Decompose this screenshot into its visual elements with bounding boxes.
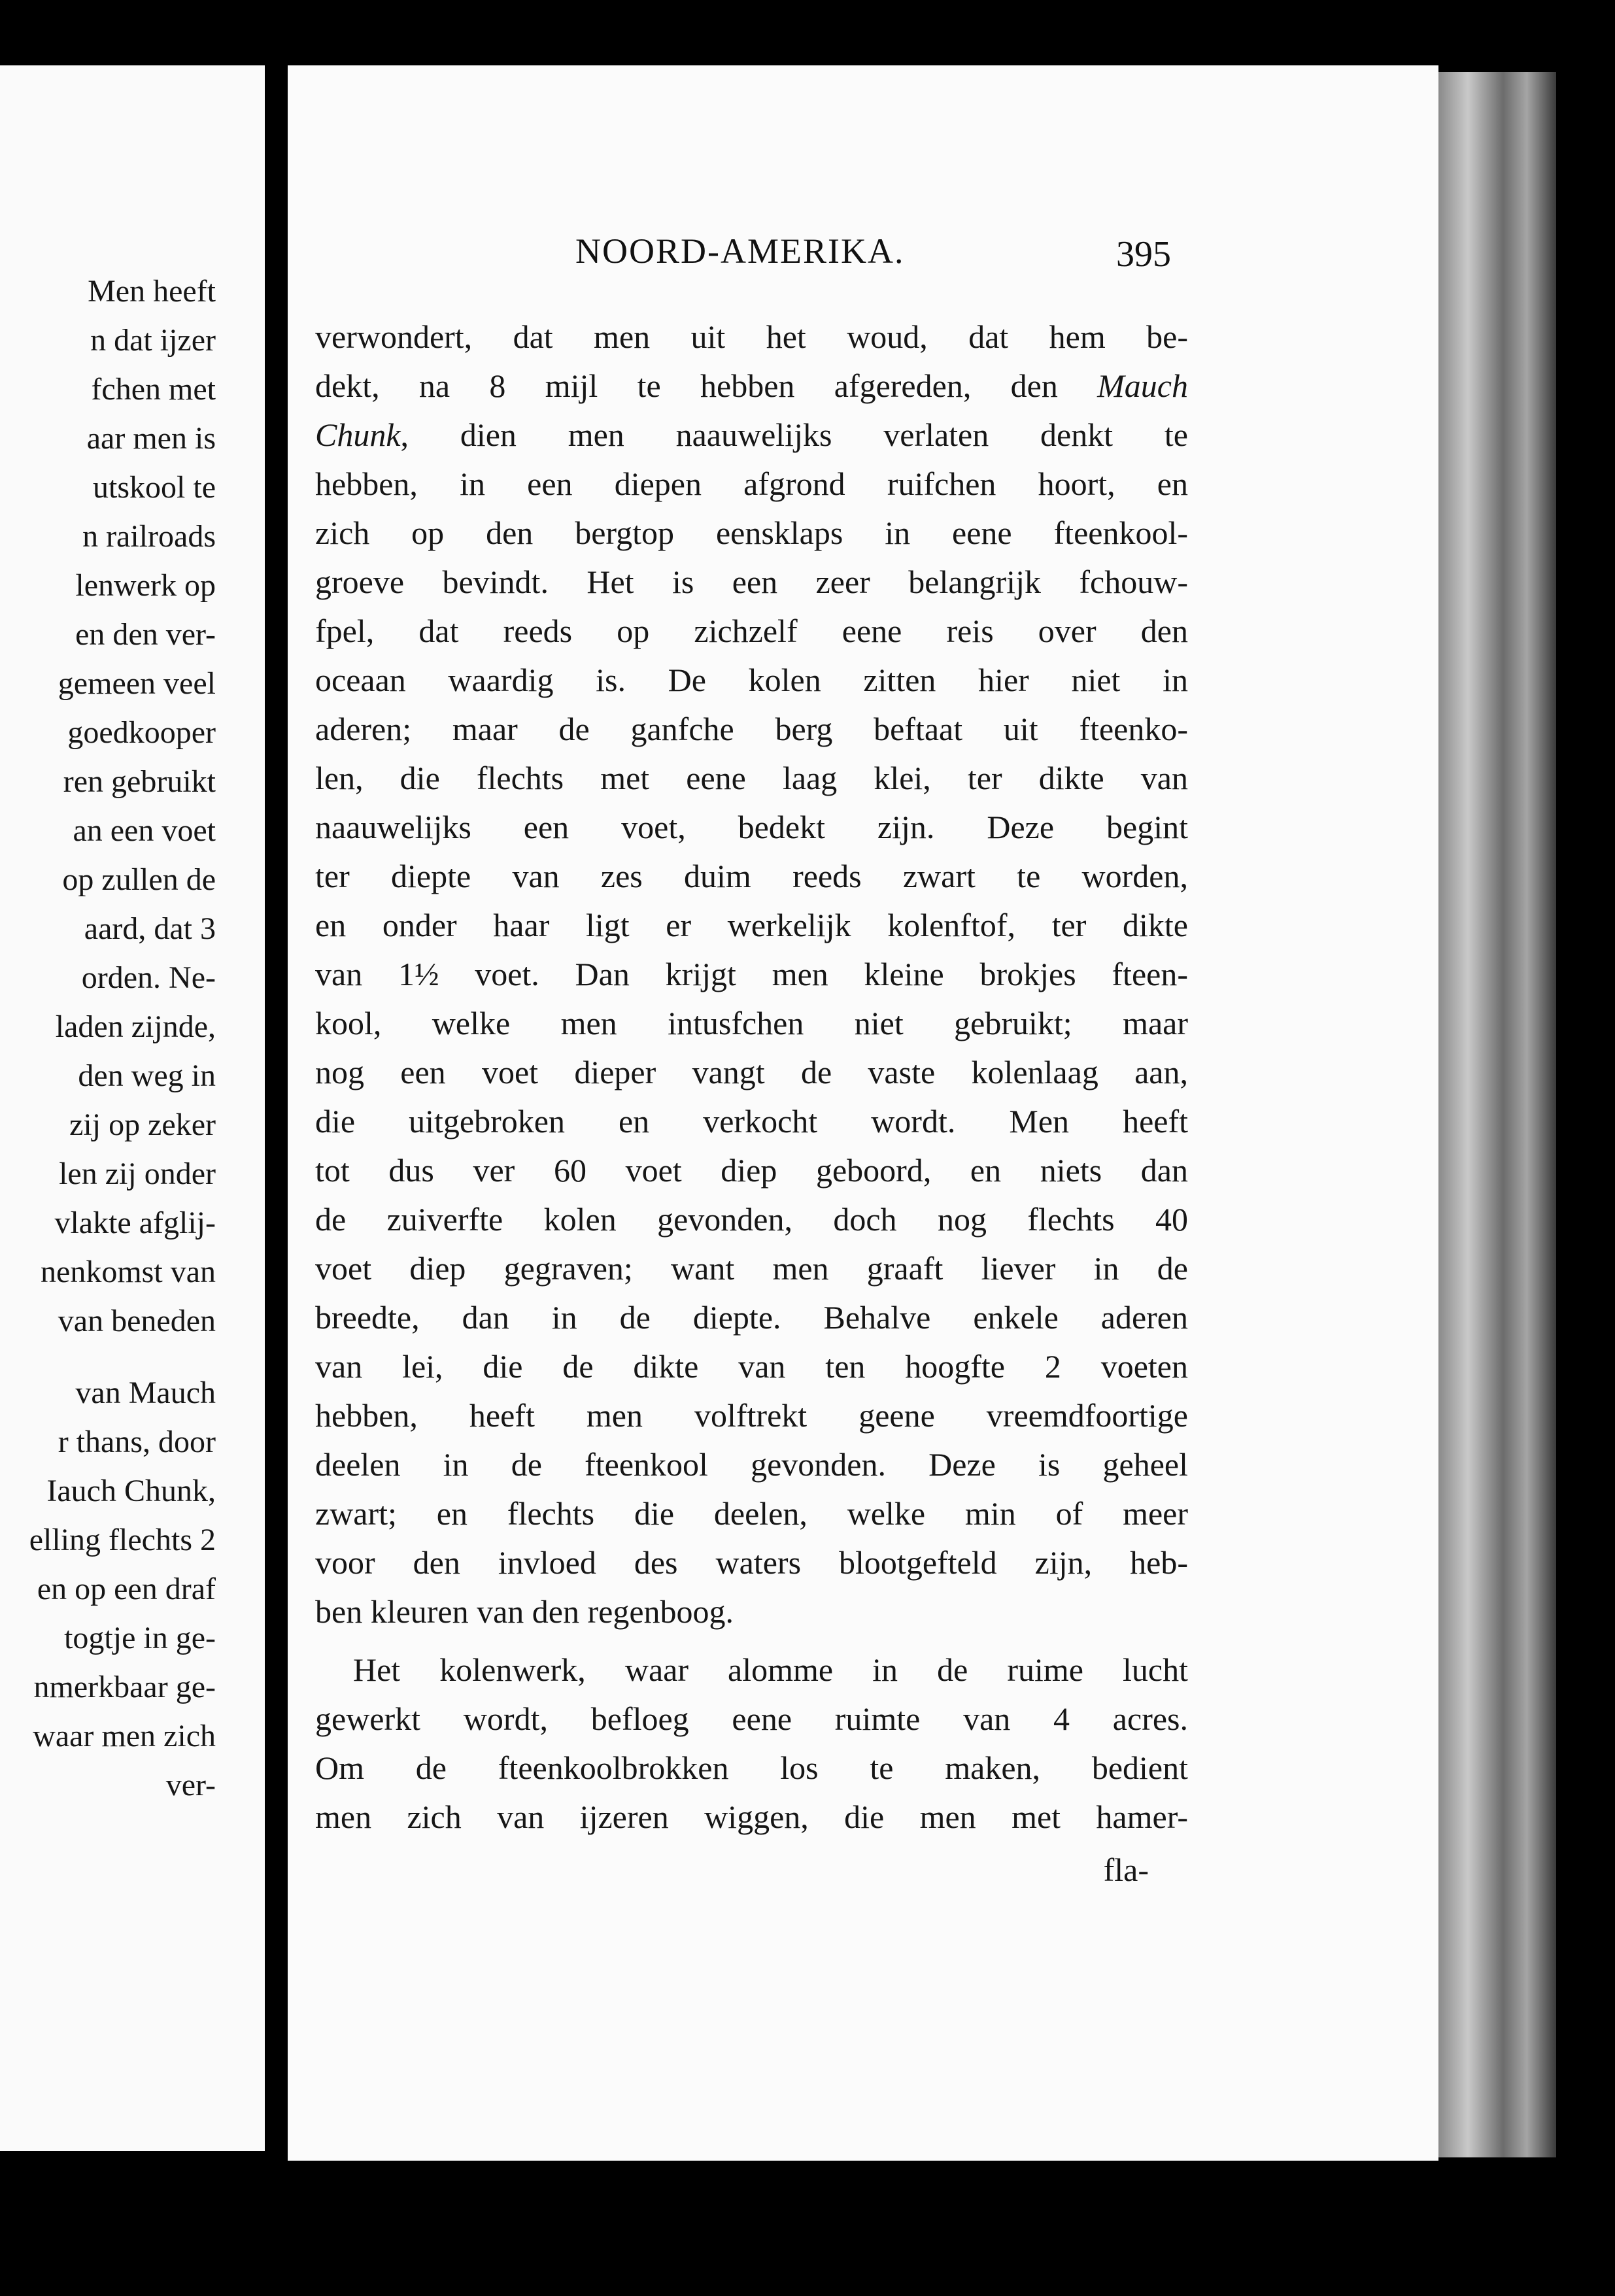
line-text: aderen; maar de ganfche berg beftaat uit fteenko-	[315, 711, 1188, 747]
italic-term: Mauch	[1097, 367, 1188, 404]
line-text: deelen in de fteenkool gevonden. Deze is geheel	[315, 1446, 1188, 1483]
text-line	[315, 1744, 1188, 1793]
left-text-line: n railroads	[82, 519, 216, 554]
left-text-line: van Mauch	[75, 1376, 216, 1410]
paragraph-gap	[0, 1345, 216, 1368]
left-text-line: r thans, door	[58, 1425, 216, 1459]
line-text: zich op den bergtop eensklaps in eene fteenkool-	[315, 515, 1188, 551]
line-text: de zuiverfte kolen gevonden, doch nog flechts 40	[315, 1201, 1188, 1238]
left-text-line: en op een draf	[37, 1572, 216, 1606]
left-text-line: vlakte afglij-	[54, 1206, 216, 1240]
line-text: oceaan waardig is. De kolen zitten hier niet in	[315, 662, 1188, 698]
line-text: van lei, die de dikte van ten hoogfte 2 voeten	[315, 1348, 1188, 1385]
text-line	[315, 1587, 1188, 1636]
left-text-line: len zij onder	[59, 1156, 216, 1191]
left-text-line: togtje in ge-	[64, 1621, 216, 1655]
text-line	[315, 656, 1188, 705]
running-title: NOORD-AMERIKA.	[575, 231, 905, 271]
text-line	[315, 754, 1188, 803]
text-line	[315, 1244, 1188, 1293]
left-text-line: den weg in	[78, 1058, 216, 1093]
page-number: 395	[1116, 234, 1171, 275]
left-text-line: op zullen de	[62, 862, 216, 897]
text-line	[315, 1195, 1188, 1244]
line-text: kool, welke men intusfchen niet gebruikt; maar	[315, 1005, 1188, 1041]
line-text: Om de fteenkoolbrokken los te maken, bedient	[315, 1749, 1188, 1786]
text-line	[315, 558, 1188, 607]
text-line	[315, 1489, 1188, 1538]
left-text-line: goedkooper	[67, 715, 216, 750]
left-text-line: utskool te	[93, 470, 216, 505]
text-line	[315, 1391, 1188, 1440]
line-text: tot dus ver 60 voet diep geboord, en niets dan	[315, 1152, 1188, 1189]
text-line	[315, 803, 1188, 852]
left-text-line: Iauch Chunk,	[46, 1474, 216, 1508]
book-gutter	[265, 59, 288, 2170]
left-text-line: nmerkbaar ge-	[33, 1670, 216, 1704]
text-line	[315, 1342, 1188, 1391]
line-text: ter diepte van zes duim reeds zwart te worden,	[315, 858, 1188, 894]
line-text: men zich van ijzeren wiggen, die men met hamer-	[315, 1798, 1188, 1835]
text-line	[315, 999, 1188, 1048]
left-text-line: gemeen veel	[58, 666, 216, 701]
text-line	[315, 1097, 1188, 1146]
line-text: naauwelijks een voet, bedekt zijn. Deze begint	[315, 809, 1188, 845]
left-page-text	[0, 267, 216, 1810]
text-line	[315, 852, 1188, 901]
text-line	[315, 1695, 1188, 1744]
line-text: die uitgebroken en verkocht wordt. Men heeft	[315, 1103, 1188, 1140]
left-text-line: aard, dat 3	[84, 911, 216, 946]
text-line	[315, 362, 1188, 411]
left-text-line: ver-	[165, 1768, 216, 1802]
left-text-line: orden. Ne-	[81, 960, 216, 995]
text-line	[315, 1646, 1188, 1695]
catchword: fla-	[1103, 1851, 1149, 1888]
page-edges	[1438, 72, 1556, 2157]
left-text-line: van beneden	[58, 1304, 216, 1338]
line-text: en onder haar ligt er werkelijk kolenftof, ter dikte	[315, 907, 1188, 943]
text-line	[315, 1048, 1188, 1097]
text-line	[315, 901, 1188, 950]
line-text: nog een voet dieper vangt de vaste kolenlaag aan,	[315, 1054, 1188, 1090]
text-line	[315, 607, 1188, 656]
paragraph-gap	[315, 1636, 1188, 1646]
line-text: ben kleuren van den regenboog.	[315, 1593, 734, 1630]
line-text: voet diep gegraven; want men graaft liever in de	[315, 1250, 1188, 1287]
left-text-line: ren gebruikt	[63, 764, 216, 799]
left-text-line: laden zijnde,	[55, 1009, 216, 1044]
left-text-line: an een voet	[73, 813, 216, 848]
line-text: fpel, dat reeds op zichzelf eene reis over den	[315, 613, 1188, 649]
line-text: van 1½ voet. Dan krijgt men kleine brokjes fteen-	[315, 956, 1188, 992]
left-text-line: nenkomst van	[41, 1255, 216, 1289]
text-line	[315, 1293, 1188, 1342]
line-text: dekt, na 8 mijl te hebben afgereden, den	[315, 367, 1098, 404]
left-text-line: n dat ijzer	[90, 323, 216, 358]
line-text: hebben, in een diepen afgrond ruifchen hoort, en	[315, 465, 1188, 502]
left-text-line: zij op zeker	[69, 1107, 216, 1142]
line-text: breedte, dan in de diepte. Behalve enkele aderen	[315, 1299, 1188, 1336]
left-text-line: lenwerk op	[75, 568, 216, 603]
running-head	[288, 231, 1438, 290]
left-text-line: aar men is	[86, 421, 216, 456]
text-line	[315, 509, 1188, 558]
text-line	[315, 1146, 1188, 1195]
body-text	[315, 312, 1188, 1895]
line-text: groeve bevindt. Het is een zeer belangrijk fchouw-	[315, 564, 1188, 600]
line-text: hebben, heeft men volftrekt geene vreemdfoortige	[315, 1397, 1188, 1434]
text-line	[315, 411, 1188, 460]
text-line	[315, 705, 1188, 754]
text-line	[315, 460, 1188, 509]
line-text: gewerkt wordt, befloeg eene ruimte van 4 acres.	[315, 1700, 1188, 1737]
text-line	[315, 1538, 1188, 1587]
line-text: voor den invloed des waters blootgefteld zijn, heb-	[315, 1544, 1188, 1581]
left-text-line: en den ver-	[75, 617, 216, 652]
left-text-line: fchen met	[91, 372, 216, 407]
line-text: Het kolenwerk, waar alomme in de ruime lucht	[353, 1651, 1188, 1688]
text-line	[315, 950, 1188, 999]
italic-term: Chunk	[315, 416, 401, 453]
left-text-line: waar men zich	[33, 1719, 216, 1753]
line-text: , dien men naauwelijks verlaten denkt te	[400, 416, 1188, 453]
line-text: zwart; en flechts die deelen, welke min of meer	[315, 1495, 1188, 1532]
line-text: len, die flechts met eene laag klei, ter dikte van	[315, 760, 1188, 796]
line-text: verwondert, dat men uit het woud, dat hem be-	[315, 318, 1188, 355]
left-text-line: elling flechts 2	[29, 1523, 216, 1557]
text-line	[315, 312, 1188, 362]
text-line	[315, 1793, 1188, 1842]
left-text-line: Men heeft	[88, 274, 216, 309]
text-line	[315, 1440, 1188, 1489]
